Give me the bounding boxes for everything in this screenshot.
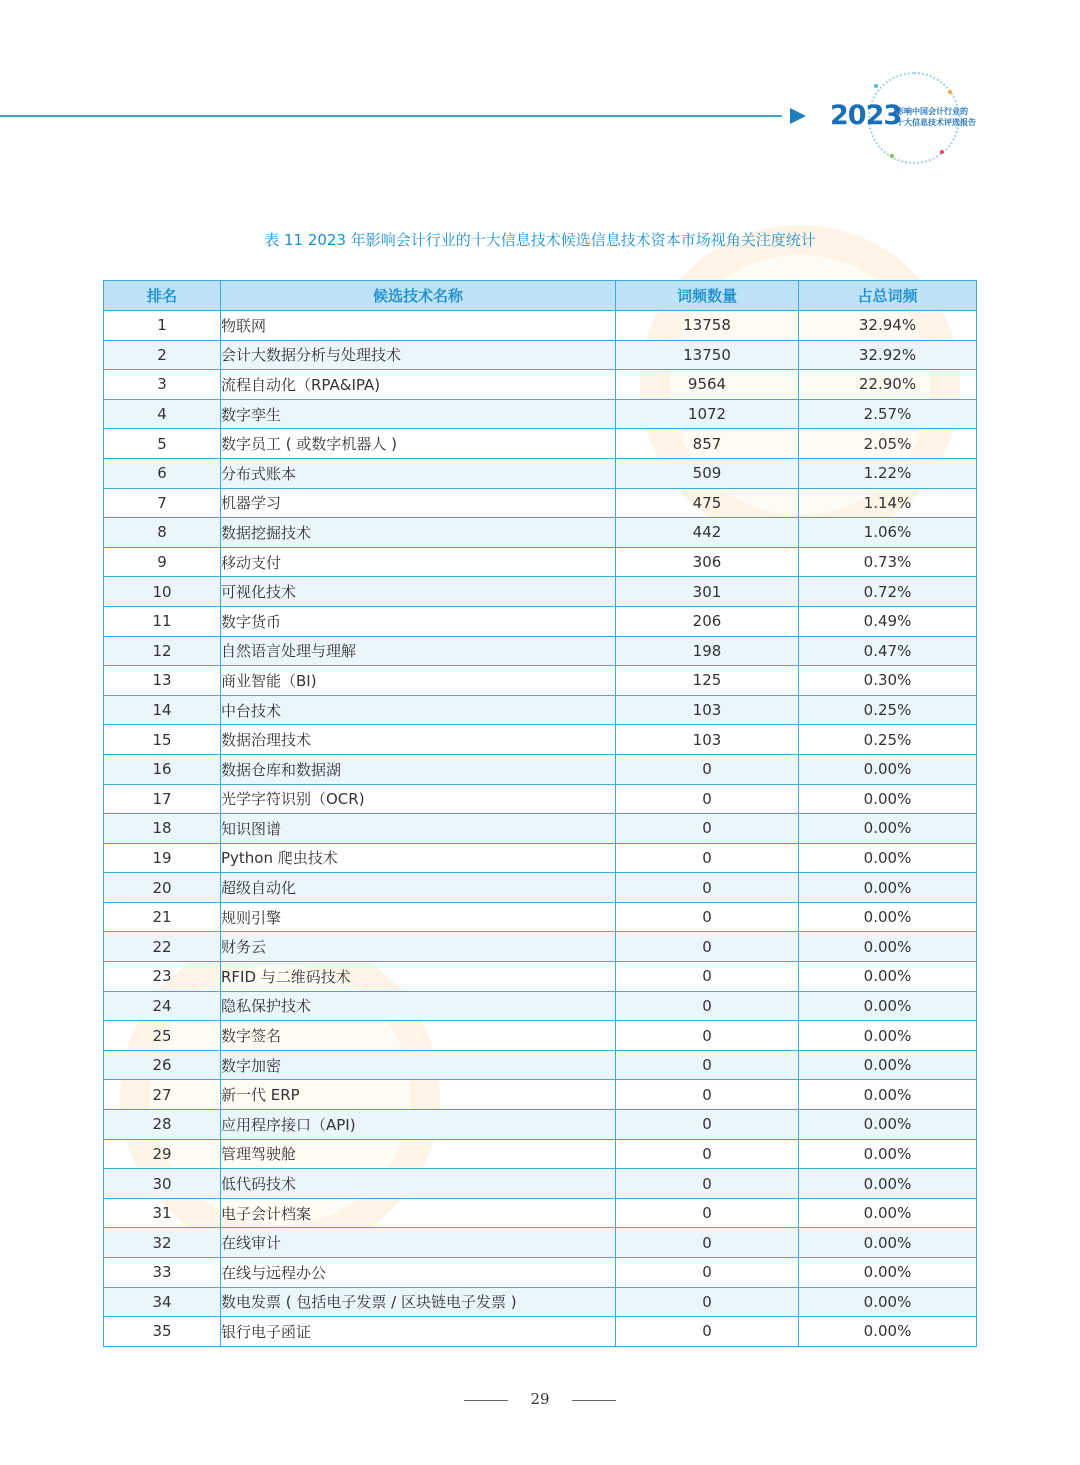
table-row [104, 666, 977, 696]
cell-rank: 24 [104, 991, 221, 1021]
cell-frequency: 0 [616, 1050, 799, 1080]
table-row [104, 962, 977, 992]
table-row [104, 1287, 977, 1317]
cell-rank: 4 [104, 399, 221, 429]
cell-rank: 10 [104, 577, 221, 607]
cell-tech-name: 规则引擎 [221, 902, 616, 932]
column-header-rank: 排名 [104, 281, 221, 311]
cell-tech-name: 分布式账本 [221, 458, 616, 488]
table-row [104, 754, 977, 784]
logo-title-line2: 十大信息技术评选报告 [896, 118, 976, 127]
cell-share: 32.94% [799, 311, 977, 341]
table-row [104, 370, 977, 400]
cell-share: 1.06% [799, 518, 977, 548]
cell-share: 0.00% [799, 1110, 977, 1140]
cell-share: 0.00% [799, 1080, 977, 1110]
cell-tech-name: 管理驾驶舱 [221, 1139, 616, 1169]
cell-share: 2.57% [799, 399, 977, 429]
cell-rank: 21 [104, 902, 221, 932]
cell-share: 0.00% [799, 784, 977, 814]
cell-frequency: 0 [616, 902, 799, 932]
cell-tech-name: 应用程序接口（API) [221, 1110, 616, 1140]
table-header-row [104, 281, 977, 311]
cell-rank: 18 [104, 814, 221, 844]
cell-rank: 29 [104, 1139, 221, 1169]
cell-rank: 31 [104, 1198, 221, 1228]
cell-share: 0.00% [799, 814, 977, 844]
table-row [104, 340, 977, 370]
cell-frequency: 0 [616, 843, 799, 873]
cell-tech-name: 流程自动化（RPA&IPA) [221, 370, 616, 400]
cell-tech-name: Python 爬虫技术 [221, 843, 616, 873]
cell-frequency: 0 [616, 1021, 799, 1051]
cell-share: 0.00% [799, 754, 977, 784]
cell-frequency: 103 [616, 725, 799, 755]
column-header-share: 占总词频 [799, 281, 977, 311]
cell-share: 0.00% [799, 1287, 977, 1317]
logo-title-line1: 影响中国会计行业的 [896, 107, 968, 116]
cell-tech-name: 数字签名 [221, 1021, 616, 1051]
column-header-tech-name: 候选技术名称 [221, 281, 616, 311]
table-row [104, 606, 977, 636]
cell-tech-name: 在线审计 [221, 1228, 616, 1258]
cell-tech-name: 机器学习 [221, 488, 616, 518]
cell-rank: 23 [104, 962, 221, 992]
cell-tech-name: 财务云 [221, 932, 616, 962]
table-row [104, 399, 977, 429]
cell-frequency: 0 [616, 1317, 799, 1347]
cell-tech-name: 超级自动化 [221, 873, 616, 903]
cell-tech-name: 低代码技术 [221, 1169, 616, 1199]
cell-frequency: 509 [616, 458, 799, 488]
cell-rank: 27 [104, 1080, 221, 1110]
table-row [104, 695, 977, 725]
cell-frequency: 0 [616, 1169, 799, 1199]
report-logo [830, 70, 1000, 165]
cell-tech-name: 中台技术 [221, 695, 616, 725]
table-row [104, 873, 977, 903]
cell-share: 0.00% [799, 1021, 977, 1051]
cell-rank: 25 [104, 1021, 221, 1051]
logo-year: 2023 [830, 100, 902, 131]
cell-frequency: 9564 [616, 370, 799, 400]
cell-rank: 8 [104, 518, 221, 548]
table-row [104, 843, 977, 873]
cell-rank: 30 [104, 1169, 221, 1199]
cell-share: 0.49% [799, 606, 977, 636]
cell-rank: 32 [104, 1228, 221, 1258]
cell-frequency: 0 [616, 1228, 799, 1258]
cell-frequency: 13750 [616, 340, 799, 370]
cell-share: 22.90% [799, 370, 977, 400]
cell-share: 0.00% [799, 1139, 977, 1169]
logo-dot [948, 90, 952, 94]
cell-rank: 26 [104, 1050, 221, 1080]
cell-tech-name: 数据仓库和数据湖 [221, 754, 616, 784]
cell-frequency: 306 [616, 547, 799, 577]
table-row [104, 1080, 977, 1110]
table-row [104, 1258, 977, 1288]
cell-tech-name: 光学字符识别（OCR) [221, 784, 616, 814]
cell-share: 2.05% [799, 429, 977, 459]
cell-share: 0.00% [799, 1050, 977, 1080]
table-row [104, 725, 977, 755]
table-row [104, 784, 977, 814]
table-row [104, 577, 977, 607]
cell-frequency: 1072 [616, 399, 799, 429]
table-row [104, 991, 977, 1021]
table-row [104, 636, 977, 666]
table-row [104, 1110, 977, 1140]
cell-share: 0.00% [799, 991, 977, 1021]
cell-frequency: 206 [616, 606, 799, 636]
page-number: 29 [530, 1390, 550, 1408]
cell-rank: 15 [104, 725, 221, 755]
cell-tech-name: 可视化技术 [221, 577, 616, 607]
table-caption: 表 11 2023 年影响会计行业的十大信息技术候选信息技术资本市场视角关注度统计 [264, 231, 816, 249]
table-body [104, 311, 977, 1347]
cell-frequency: 0 [616, 1139, 799, 1169]
cell-frequency: 857 [616, 429, 799, 459]
cell-share: 0.00% [799, 1228, 977, 1258]
cell-frequency: 0 [616, 1287, 799, 1317]
cell-frequency: 0 [616, 754, 799, 784]
cell-share: 0.00% [799, 1317, 977, 1347]
cell-share: 0.00% [799, 902, 977, 932]
cell-rank: 34 [104, 1287, 221, 1317]
cell-rank: 13 [104, 666, 221, 696]
cell-frequency: 125 [616, 666, 799, 696]
footer-rule-left [464, 1400, 508, 1401]
cell-frequency: 0 [616, 1258, 799, 1288]
column-header-frequency: 词频数量 [616, 281, 799, 311]
cell-tech-name: 数据治理技术 [221, 725, 616, 755]
cell-share: 0.30% [799, 666, 977, 696]
cell-frequency: 0 [616, 991, 799, 1021]
cell-frequency: 0 [616, 932, 799, 962]
cell-tech-name: 隐私保护技术 [221, 991, 616, 1021]
cell-rank: 17 [104, 784, 221, 814]
cell-frequency: 0 [616, 784, 799, 814]
cell-frequency: 301 [616, 577, 799, 607]
cell-frequency: 0 [616, 962, 799, 992]
logo-dot [874, 84, 878, 88]
cell-share: 0.00% [799, 1258, 977, 1288]
cell-rank: 19 [104, 843, 221, 873]
cell-rank: 5 [104, 429, 221, 459]
cell-share: 0.00% [799, 1169, 977, 1199]
cell-tech-name: 新一代 ERP [221, 1080, 616, 1110]
header-rule [0, 115, 782, 117]
cell-rank: 11 [104, 606, 221, 636]
table-row [104, 814, 977, 844]
table-row [104, 488, 977, 518]
cell-share: 0.72% [799, 577, 977, 607]
cell-rank: 3 [104, 370, 221, 400]
table-row [104, 1139, 977, 1169]
cell-tech-name: 银行电子函证 [221, 1317, 616, 1347]
table-row [104, 1228, 977, 1258]
logo-dot [940, 150, 944, 154]
cell-share: 0.00% [799, 873, 977, 903]
cell-tech-name: 会计大数据分析与处理技术 [221, 340, 616, 370]
cell-rank: 12 [104, 636, 221, 666]
cell-rank: 22 [104, 932, 221, 962]
table-row [104, 518, 977, 548]
cell-rank: 9 [104, 547, 221, 577]
cell-rank: 7 [104, 488, 221, 518]
table-row [104, 1198, 977, 1228]
cell-share: 0.73% [799, 547, 977, 577]
cell-rank: 28 [104, 1110, 221, 1140]
cell-share: 1.22% [799, 458, 977, 488]
cell-share: 1.14% [799, 488, 977, 518]
arrow-right-icon [790, 108, 806, 124]
table-row [104, 1169, 977, 1199]
cell-tech-name: 移动支付 [221, 547, 616, 577]
cell-tech-name: 商业智能（BI) [221, 666, 616, 696]
cell-frequency: 198 [616, 636, 799, 666]
table-row [104, 458, 977, 488]
cell-frequency: 0 [616, 1110, 799, 1140]
cell-rank: 33 [104, 1258, 221, 1288]
footer-rule-right [572, 1400, 616, 1401]
table-row [104, 1317, 977, 1347]
cell-tech-name: 电子会计档案 [221, 1198, 616, 1228]
cell-tech-name: 数字员工 ( 或数字机器人 ) [221, 429, 616, 459]
cell-tech-name: RFID 与二维码技术 [221, 962, 616, 992]
table-row [104, 1021, 977, 1051]
cell-tech-name: 自然语言处理与理解 [221, 636, 616, 666]
cell-frequency: 442 [616, 518, 799, 548]
cell-share: 0.25% [799, 695, 977, 725]
cell-rank: 1 [104, 311, 221, 341]
cell-tech-name: 数字加密 [221, 1050, 616, 1080]
cell-frequency: 0 [616, 814, 799, 844]
cell-frequency: 0 [616, 1198, 799, 1228]
table-row [104, 311, 977, 341]
cell-share: 0.00% [799, 843, 977, 873]
cell-share: 0.00% [799, 932, 977, 962]
cell-frequency: 0 [616, 1080, 799, 1110]
cell-tech-name: 数电发票 ( 包括电子发票 / 区块链电子发票 ) [221, 1287, 616, 1317]
cell-rank: 16 [104, 754, 221, 784]
cell-share: 0.00% [799, 962, 977, 992]
cell-rank: 2 [104, 340, 221, 370]
cell-rank: 14 [104, 695, 221, 725]
cell-rank: 6 [104, 458, 221, 488]
cell-frequency: 103 [616, 695, 799, 725]
table-row [104, 1050, 977, 1080]
cell-share: 0.00% [799, 1198, 977, 1228]
cell-frequency: 475 [616, 488, 799, 518]
cell-tech-name: 知识图谱 [221, 814, 616, 844]
logo-dot [890, 154, 894, 158]
cell-frequency: 0 [616, 873, 799, 903]
cell-rank: 35 [104, 1317, 221, 1347]
table-row [104, 932, 977, 962]
table-row [104, 547, 977, 577]
cell-share: 0.25% [799, 725, 977, 755]
attention-statistics-table [103, 280, 977, 1347]
table-row [104, 429, 977, 459]
table-row [104, 902, 977, 932]
cell-frequency: 13758 [616, 311, 799, 341]
cell-tech-name: 数字货币 [221, 606, 616, 636]
cell-tech-name: 数据挖掘技术 [221, 518, 616, 548]
cell-tech-name: 在线与远程办公 [221, 1258, 616, 1288]
cell-tech-name: 数字孪生 [221, 399, 616, 429]
cell-rank: 20 [104, 873, 221, 903]
cell-share: 32.92% [799, 340, 977, 370]
cell-tech-name: 物联网 [221, 311, 616, 341]
cell-share: 0.47% [799, 636, 977, 666]
